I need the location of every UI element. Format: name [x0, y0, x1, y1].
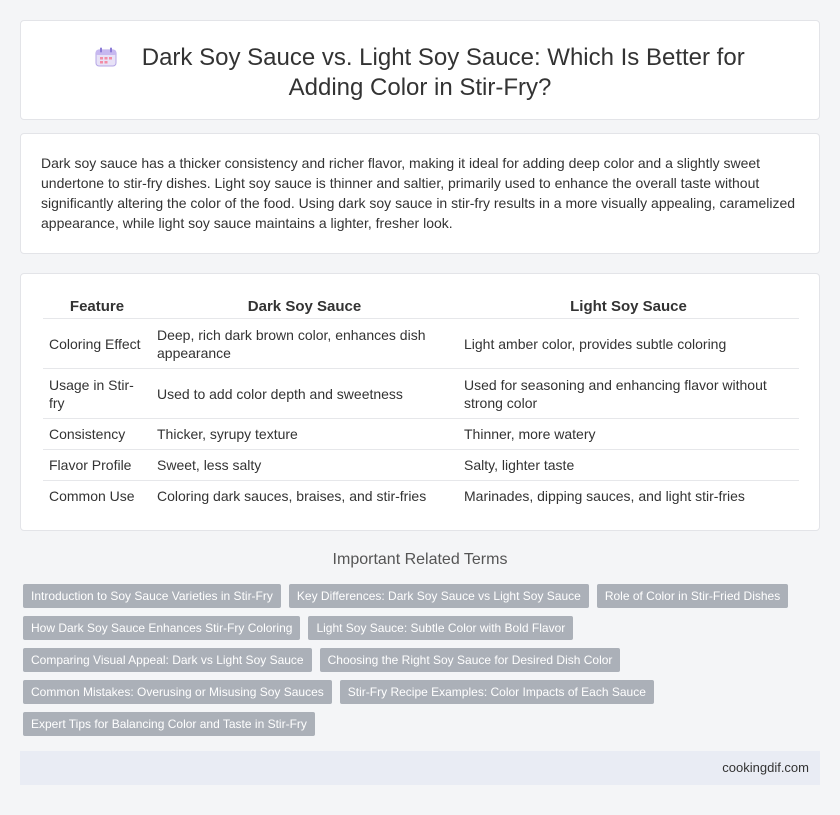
summary-card: [20, 133, 820, 254]
table-cell: Sweet, less salty: [151, 449, 458, 480]
table-row: [43, 418, 799, 449]
title-wrap: [61, 43, 779, 103]
tag-row: [23, 712, 803, 736]
table-header-row: [43, 292, 799, 318]
table-row: [43, 449, 799, 480]
table-cell: Usage in Stir-fry: [43, 368, 151, 418]
table-cell: Marinades, dipping sauces, and light stir-fries: [458, 480, 799, 511]
table-cell: Consistency: [43, 418, 151, 449]
header-light-soy: Light Soy Sauce: [570, 298, 687, 315]
footer: [20, 751, 820, 785]
summary-text: Dark soy sauce has a thicker consistency and richer flavor, making it ideal for adding deep color and a slightly sweet undertone to stir-fry dishes. Light soy sauce is thinner and saltier, primarily used to enhance the overall taste without significantly altering the color of the food. Using dark soy sauce in stir-fry results in a more visually appealing, caramelized appearance, while light soy sauce maintains a lighter, fresher look.: [41, 155, 796, 231]
related-term-tag[interactable]: Role of Color in Stir-Fried Dishes: [597, 584, 788, 608]
page-title: Dark Soy Sauce vs. Light Soy Sauce: Which Is Better for Adding Color in Stir-Fry?: [141, 44, 745, 101]
table-cell: Light amber color, provides subtle coloring: [458, 318, 799, 368]
header-dark-soy: Dark Soy Sauce: [247, 298, 362, 315]
table-cell: Used for seasoning and enhancing flavor without strong color: [458, 368, 799, 418]
related-term-tag[interactable]: Comparing Visual Appeal: Dark vs Light Soy Sauce: [23, 648, 312, 672]
table-cell: Common Use: [43, 480, 151, 511]
table-cell: Flavor Profile: [43, 449, 151, 480]
related-term-tag[interactable]: Key Differences: Dark Soy Sauce vs Light Soy Sauce: [289, 584, 589, 608]
related-term-tag[interactable]: Light Soy Sauce: Subtle Color with Bold Flavor: [308, 616, 573, 640]
tag-row: [23, 648, 803, 672]
related-term-tag[interactable]: Expert Tips for Balancing Color and Taste in Stir-Fry: [23, 712, 315, 736]
title-card: [20, 20, 820, 120]
table-cell: Salty, lighter taste: [458, 449, 799, 480]
table-cell: Used to add color depth and sweetness: [151, 368, 458, 418]
footer-site-link[interactable]: cookingdif.com: [722, 760, 809, 775]
related-term-tag[interactable]: Introduction to Soy Sauce Varieties in Stir-Fry: [23, 584, 281, 608]
table-cell: Thinner, more watery: [458, 418, 799, 449]
related-term-tag[interactable]: How Dark Soy Sauce Enhances Stir-Fry Coloring: [23, 616, 300, 640]
related-terms-heading: Important Related Terms: [332, 551, 508, 568]
table-cell: Coloring Effect: [43, 318, 151, 368]
table-row: [43, 318, 799, 368]
tag-row: [23, 616, 803, 640]
table-cell: Deep, rich dark brown color, enhances dish appearance: [151, 318, 458, 368]
comparison-table-card: [20, 273, 820, 531]
related-term-tag[interactable]: Common Mistakes: Overusing or Misusing Soy Sauces: [23, 680, 332, 704]
tag-row: [23, 680, 803, 704]
related-term-tag[interactable]: Stir-Fry Recipe Examples: Color Impacts of Each Sauce: [340, 680, 654, 704]
header-feature: Feature: [69, 298, 125, 315]
table-row: [43, 480, 799, 511]
tag-row: [23, 584, 803, 608]
table-row: [43, 368, 799, 418]
table-cell: Thicker, syrupy texture: [151, 418, 458, 449]
related-term-tag[interactable]: Choosing the Right Soy Sauce for Desired Dish Color: [320, 648, 621, 672]
table-cell: Coloring dark sauces, braises, and stir-fries: [151, 480, 458, 511]
calendar-icon: [95, 47, 117, 67]
comparison-table: [43, 292, 799, 511]
related-terms-list: [23, 584, 803, 744]
